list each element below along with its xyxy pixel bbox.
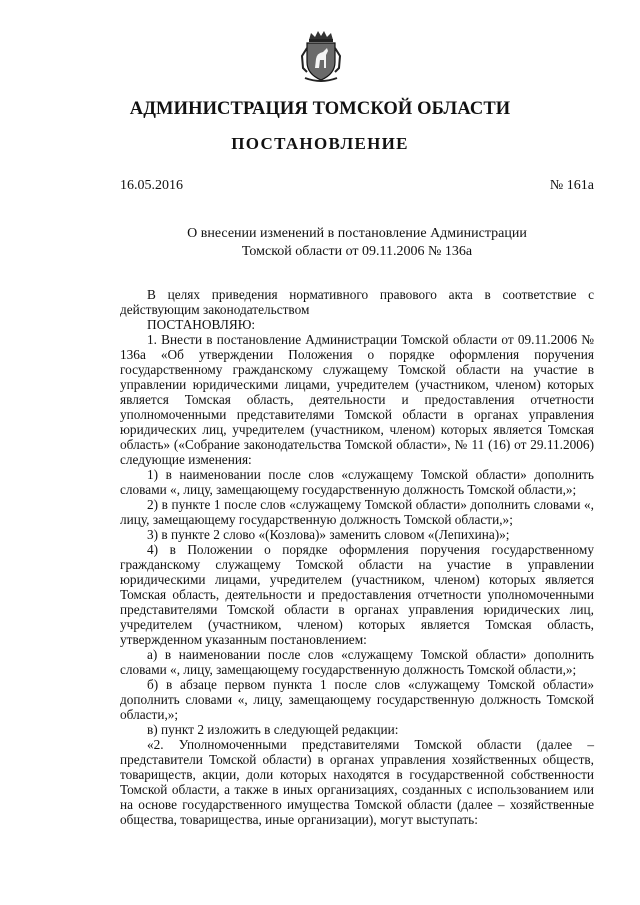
- document-body: [120, 287, 594, 827]
- body-paragraph: б) в абзаце первом пункта 1 после слов «служащему Томской области» дополнить словами «, лицу, замещающему государственную должность Томской области,»;: [120, 677, 594, 722]
- preamble-paragraph: В целях приведения нормативного правового акта в соответствие с действующим законодательством: [120, 287, 594, 317]
- resolve-heading: ПОСТАНОВЛЯЮ:: [147, 317, 256, 332]
- organization-name: АДМИНИСТРАЦИЯ ТОМСКОЙ ОБЛАСТИ: [129, 99, 511, 119]
- document-type: ПОСТАНОВЛЕНИЕ: [231, 134, 409, 153]
- body-paragraph: «2. Уполномоченными представителями Томской области (далее – представители Томской области) в органах управления хозяйственных обществ, товариществ, акции, доли которых находятся в государственной собственности Томской области, а также в иных организациях, созданных с использованием или на основе государственного имущества Томской области (далее – хозяйственные общества, товарищества, иные организации), могут выступать:: [120, 737, 594, 827]
- title-line: Томской области от 09.11.2006 № 136а: [241, 244, 473, 259]
- coat-of-arms-icon: [299, 28, 343, 84]
- body-paragraph: 4) в Положении о порядке оформления поручения государственному гражданскому служащему Томской области на участие в управлении юридическими лицами, учредителем (участником, членом) которых является Томская область, деятельности и предоставления отчетности уполномоченными представителями Томской области в органах управления юридических лиц, учредителем (участником, членом) которых является Томская область, утвержденном указанным постановлением:: [120, 542, 594, 647]
- document-title: [120, 225, 594, 261]
- body-paragraph: 3) в пункте 2 слово «(Козлова)» заменить словом «(Лепихина)»;: [147, 527, 510, 542]
- document-number: № 161а: [549, 178, 594, 193]
- body-paragraph: 1. Внести в постановление Администрации Томской области от 09.11.2006 № 136а «Об утверждении Положения о порядке оформления поручения государственному гражданскому служащему Томской области на участие в управлении юридическими лицами, учредителем (участником, членом) которых является Томская область, деятельности и предоставления отчетности уполномоченными представителями Томской области в органах управления юридических лиц, учредителем (участником, членом) которых является Томская область» («Собрание законодательства Томской области», № 11 (16) от 29.11.2006) следующие изменения:: [120, 332, 594, 467]
- document-date: 16.05.2016: [120, 178, 183, 193]
- body-paragraph: а) в наименовании после слов «служащему Томской области» дополнить словами «, лицу, замещающему государственную должность Томской области,»;: [120, 647, 594, 677]
- body-paragraph: в) пункт 2 изложить в следующей редакции:: [147, 722, 399, 737]
- title-line: О внесении изменений в постановление Администрации: [187, 226, 527, 241]
- body-paragraph: 1) в наименовании после слов «служащему Томской области» дополнить словами «, лицу, замещающему государственную должность Томской области,»;: [120, 467, 594, 497]
- body-paragraph: 2) в пункте 1 после слов «служащему Томской области» дополнить словами «, лицу, замещающему государственную должность Томской области,»;: [120, 497, 594, 527]
